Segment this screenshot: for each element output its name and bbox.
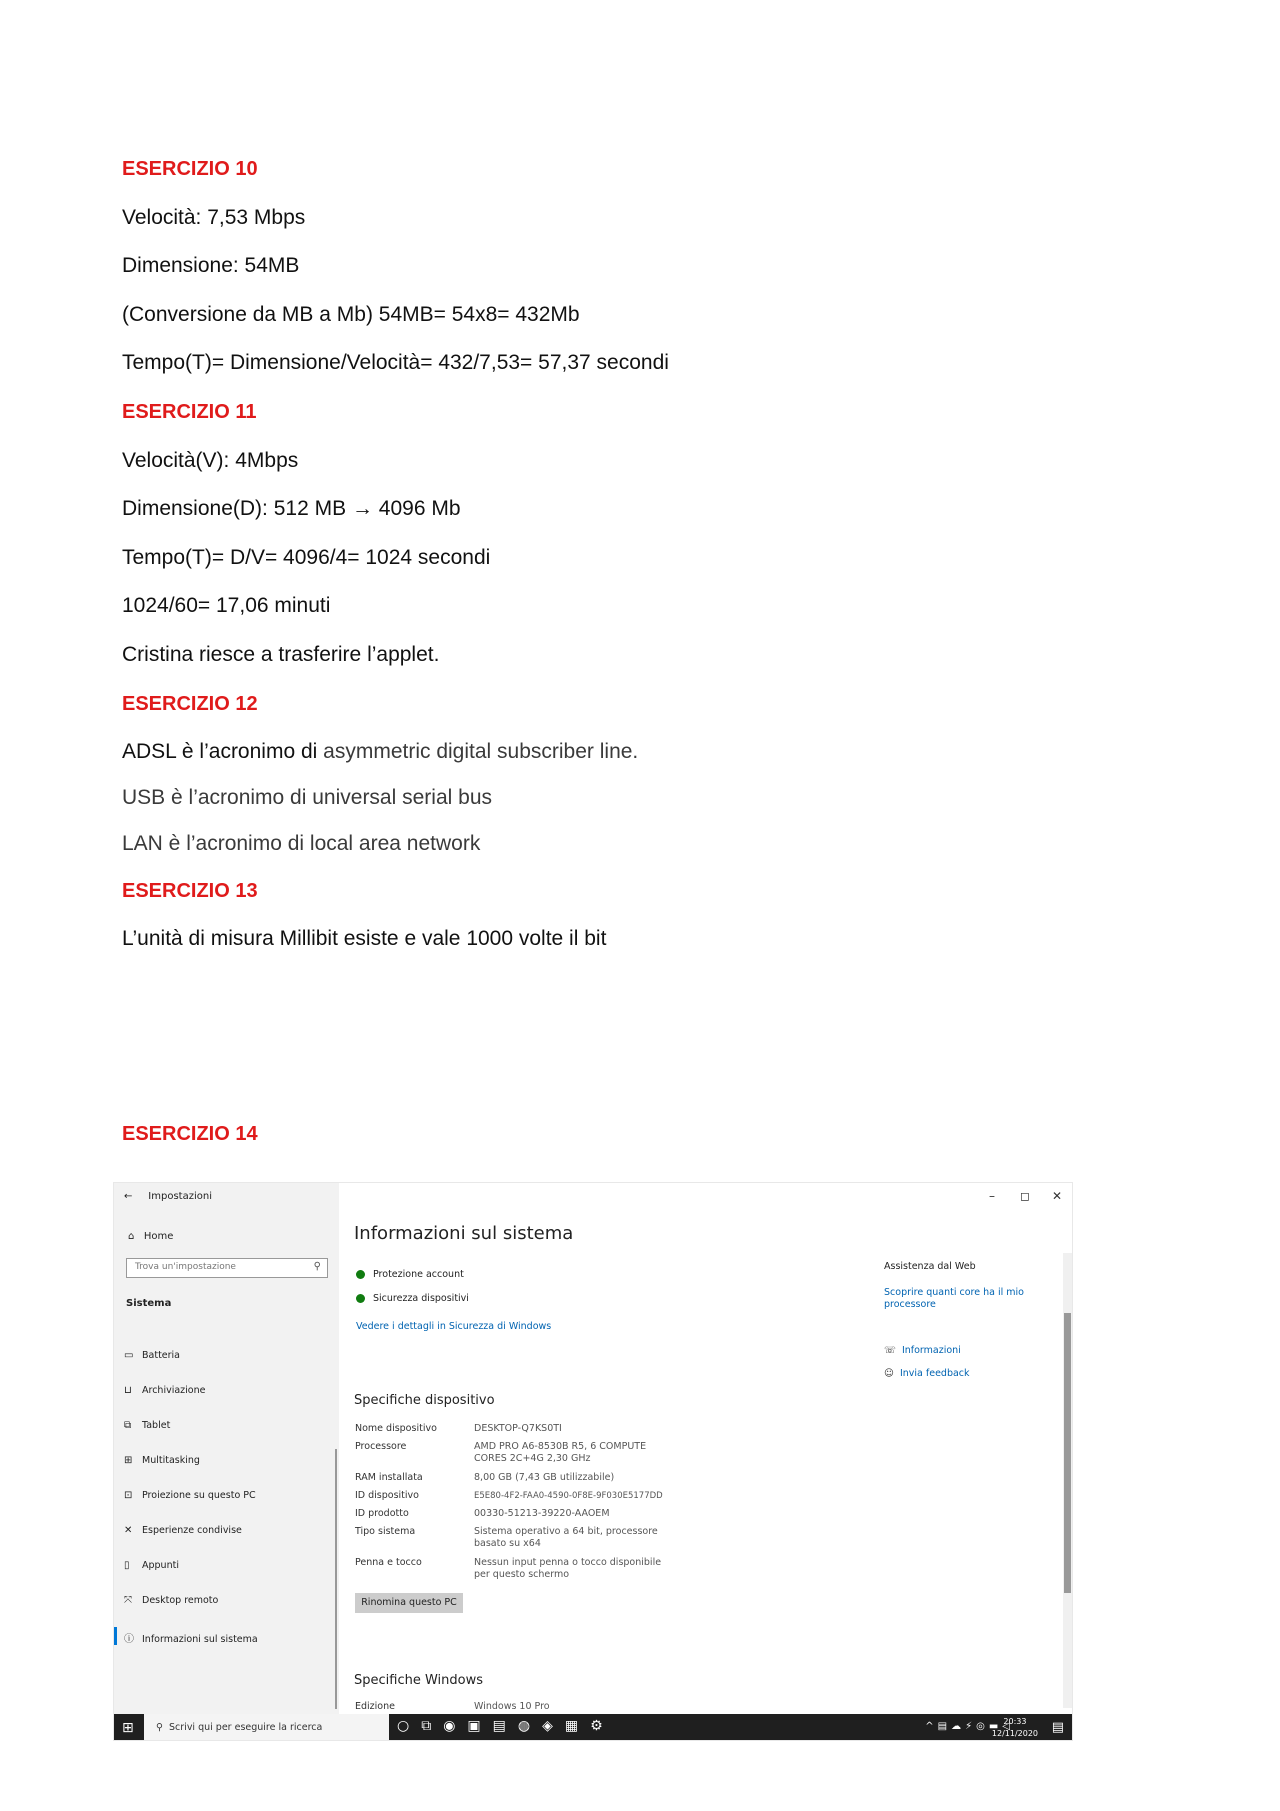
notification-icon[interactable]: ▤ [1051,1720,1064,1735]
text-line: Velocità(V): 4Mbps [122,449,299,472]
sidebar-item-label: Esperienze condivise [142,1525,242,1536]
projection-icon: ⊡ [124,1490,133,1501]
spec-value: Sistema operativo a 64 bit, processore basato su x64 [474,1526,658,1549]
help-icon: ☏ [884,1345,896,1356]
info-link[interactable] [884,1345,961,1356]
maximize-icon[interactable]: ◻ [1020,1189,1030,1203]
close-icon[interactable]: ✕ [1052,1189,1063,1203]
sidebar-item-esperienze[interactable] [124,1525,242,1536]
spec-value: DESKTOP-Q7KS0TI [474,1423,562,1434]
clock-time: 20:33 [1003,1717,1027,1726]
heading-esercizio-12: ESERCIZIO 12 [122,693,258,715]
sidebar-item-label: Archiviazione [142,1385,206,1396]
text-fragment: asymmetric digital subscriber line. [323,740,639,763]
spec-value: E5E80-4F2-FAA0-4590-0F8E-9F030E5177DD [474,1491,663,1501]
home-icon: ⌂ [128,1231,135,1242]
text-line: LAN è l’acronimo di local area network [122,832,481,855]
sidebar-item-label: Appunti [142,1560,179,1571]
main-scrollbar[interactable] [1063,1253,1072,1708]
web-help-title: Assistenza dal Web [884,1261,976,1272]
home-nav[interactable] [128,1231,173,1242]
text-line: Tempo(T)= D/V= 4096/4= 1024 secondi [122,546,491,569]
shield-icon [356,1270,365,1279]
sidebar-item-appunti[interactable] [124,1560,179,1571]
spec-value: Nessun input penna o tocco disponibile per questo schermo [474,1557,662,1580]
spec-label: ID dispositivo [355,1490,419,1501]
spec-value: Windows 10 Pro [474,1701,550,1712]
back-arrow-icon[interactable]: ← [124,1191,133,1202]
heading-esercizio-14: ESERCIZIO 14 [122,1123,258,1145]
spec-label: Nome dispositivo [355,1423,437,1434]
spec-label: Processore [355,1441,407,1452]
sidebar-item-batteria[interactable] [124,1350,180,1361]
feedback-link-label: Invia feedback [899,1368,970,1379]
sidebar-item-label: Informazioni sul sistema [142,1634,258,1645]
text-fragment: ADSL è l’acronimo di [122,740,318,763]
heading-esercizio-11: ESERCIZIO 11 [122,401,257,423]
search-icon: ⚲ [156,1722,163,1733]
info-icon: ⓘ [124,1634,134,1645]
sidebar-item-multitasking[interactable] [124,1455,200,1466]
sidebar-item-tablet[interactable] [124,1420,170,1431]
text-line: L’unità di misura Millibit esiste e vale 1000 volte il bit [122,927,607,950]
taskbar-app-icons[interactable]: ○⧉◉▣▤◍◈▦⚙ [397,1718,615,1734]
taskbar-search-input[interactable] [144,1714,389,1741]
remote-desktop-icon: ⤧ [124,1595,132,1606]
device-security-item [356,1293,469,1304]
windows-specs-title: Specifiche Windows [354,1673,483,1688]
search-placeholder: Trova un'impostazione [135,1262,236,1272]
arrow-icon: → [351,497,373,520]
text-line: (Conversione da MB a Mb) 54MB= 54x8= 432Mb [122,303,580,326]
search-icon: ⚲ [313,1261,321,1272]
spec-value: 8,00 GB (7,43 GB utilizzabile) [474,1472,615,1483]
text-line: USB è l’acronimo di universal serial bus [122,786,492,809]
settings-search-input[interactable] [126,1258,328,1278]
taskbar [114,1714,1073,1741]
clipboard-icon: ▯ [124,1560,130,1571]
sidebar-item-label: Tablet [142,1420,171,1431]
feedback-icon: ☺ [884,1368,894,1379]
tablet-icon: ⧉ [124,1420,132,1431]
text-line: Dimensione: 54MB [122,254,300,277]
protection-account-item [356,1269,464,1280]
settings-screenshot [113,1182,1073,1741]
feedback-link[interactable] [884,1368,970,1379]
sidebar-item-informazioni[interactable] [124,1630,258,1645]
sidebar-item-label: Proiezione su questo PC [142,1490,256,1501]
sidebar-item-desktop-remoto[interactable] [124,1595,218,1606]
protection-label: Protezione account [373,1269,464,1280]
sidebar-item-proiezione[interactable] [124,1490,256,1501]
heading-esercizio-10: ESERCIZIO 10 [122,158,258,180]
sidebar-item-archiviazione[interactable] [124,1385,205,1396]
spec-label: Penna e tocco [355,1557,422,1568]
sidebar-item-label: Multitasking [142,1455,200,1466]
text-fragment: Dimensione(D): 512 MB [122,497,347,520]
minimize-icon[interactable]: – [989,1189,995,1203]
shield-icon [356,1294,365,1303]
spec-label: Tipo sistema [355,1526,416,1537]
spec-label: Edizione [355,1701,395,1712]
sidebar-item-label: Batteria [142,1350,180,1361]
heading-esercizio-13: ESERCIZIO 13 [122,880,258,902]
text-line: Tempo(T)= Dimensione/Velocità= 432/7,53= 57,37 secondi [122,351,669,374]
page-title: Informazioni sul sistema [354,1223,574,1244]
section-label: Sistema [126,1298,172,1309]
text-line-adsl [122,739,638,765]
spec-value: AMD PRO A6-8530B R5, 6 COMPUTE CORES 2C+4G 2,30 GHz [474,1441,647,1464]
home-label: Home [143,1231,174,1242]
spec-label: RAM installata [355,1472,423,1483]
clock[interactable] [992,1716,1038,1740]
multitasking-icon: ⊞ [124,1455,133,1466]
text-fragment: 4096 Mb [378,497,461,520]
clock-date: 12/11/2020 [991,1729,1038,1738]
spec-label: ID prodotto [355,1508,409,1519]
shared-experiences-icon: ✕ [124,1525,133,1536]
system-tray-icons[interactable]: ^▤☁⚡◎▬◁ [925,1721,1014,1732]
spec-value: 00330-51213-39220-AAOEM [474,1508,610,1519]
text-line: 1024/60= 17,06 minuti [122,594,331,617]
cores-help-link[interactable]: Scoprire quanti core ha il mio processore [884,1287,1024,1310]
window-title: Impostazioni [148,1191,212,1202]
battery-icon: ▭ [124,1350,134,1361]
taskbar-search-placeholder: Scrivi qui per eseguire la ricerca [169,1722,323,1733]
text-line: Cristina riesce a trasferire l’applet. [122,643,440,666]
device-specs-title: Specifiche dispositivo [354,1393,495,1408]
window-title-bar [124,1191,212,1202]
security-details-link[interactable]: Vedere i dettagli in Sicurezza di Windows [356,1321,552,1332]
rename-pc-button[interactable]: Rinomina questo PC [355,1593,463,1613]
sidebar-scrollbar[interactable] [335,1449,337,1709]
text-line-conversion [122,496,461,522]
protection-label: Sicurezza dispositivi [373,1293,469,1304]
scrollbar-thumb[interactable] [1064,1313,1071,1593]
windows-start-icon[interactable]: ⊞ [122,1720,134,1736]
info-link-label: Informazioni [901,1345,961,1356]
sidebar-item-label: Desktop remoto [142,1595,219,1606]
text-line: Velocità: 7,53 Mbps [122,206,306,229]
settings-sidebar [114,1183,339,1714]
storage-icon: ⊔ [124,1385,132,1396]
